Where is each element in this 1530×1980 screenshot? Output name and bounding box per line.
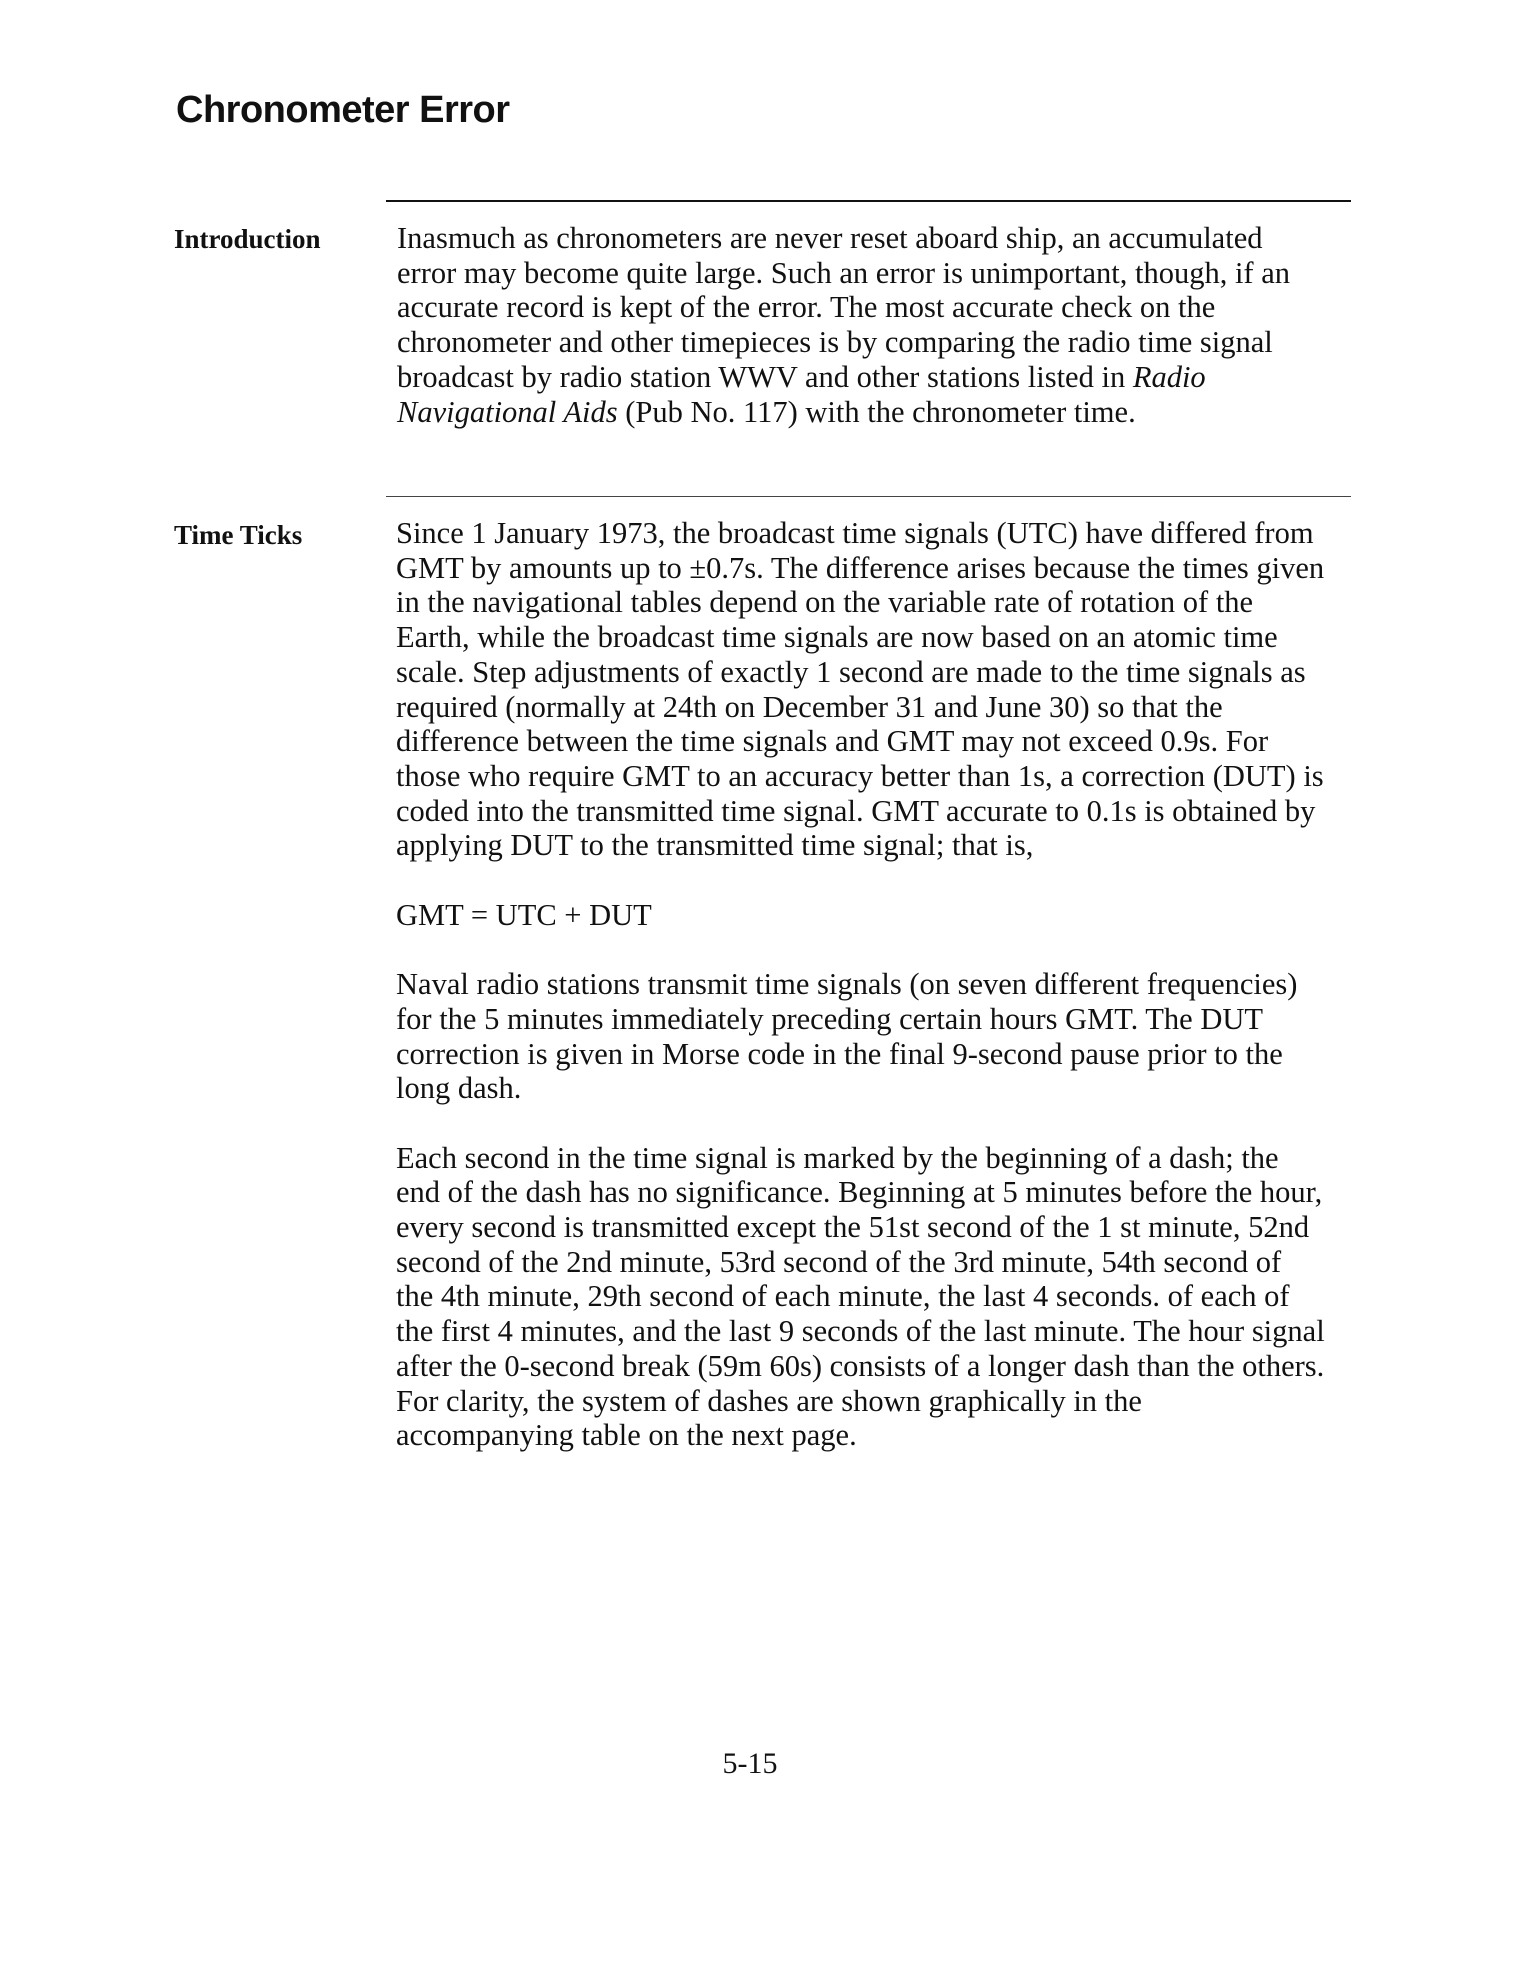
publication-title: Radio Navigational Aids xyxy=(397,359,1206,429)
section-label-time-ticks: Time Ticks xyxy=(174,520,303,550)
section-divider-introduction xyxy=(386,200,1351,202)
time-ticks-paragraph-1: Since 1 January 1973, the broadcast time signals (UTC) have differed from GMT by amounts up to ±0.7s. The difference arises because the times given in the navigational tables depend on the variable rate of rotation of the Earth, while the broadcast time signals are now based on an atomic time scale. Step adjustments of exactly 1 second are made to the time signals as required (normally at 24th on December 31 and June 30) so that the difference between the time signals and GMT may not exceed 0.9s. For those who require GMT to an accuracy better than 1s, a correction (DUT) is coded into the transmitted time signal. GMT accurate to 0.1s is obtained by applying DUT to the transmitted time signal; that is, xyxy=(396,516,1325,863)
introduction-text-end: (Pub No. 117) with the chronometer time. xyxy=(617,394,1136,429)
introduction-text-start: Inasmuch as chronometers are never reset aboard ship, an accumulated error may become quite large. Such an error is unimportant, though, if an accurate record is kept of the error. The most accurate check on the chronometer and other timepieces is by comparing the radio time signal broadcast by radio station WWV and other stations listed in xyxy=(397,221,1290,394)
time-ticks-paragraph-3: Each second in the time signal is marked by the beginning of a dash; the end of the dash has no significance. Beginning at 5 minutes before the hour, every second is transmitted except the 51st second of the 1 st minute, 52nd second of the 2nd minute, 53rd second of the 3rd minute, 54th second of the 4th minute, 29th second of each minute, the last 4 seconds. of each of the first 4 minutes, and the last 9 seconds of the last minute. The hour signal after the 0-second break (59m 60s) consists of a longer dash than the others. For clarity, the system of dashes are shown graphically in the accompanying table on the next page. xyxy=(396,1140,1325,1453)
page-number: 5-15 xyxy=(722,1747,778,1780)
section-divider-time-ticks xyxy=(386,496,1351,497)
page-title: Chronometer Error xyxy=(176,89,510,131)
gmt-formula: GMT = UTC + DUT xyxy=(396,897,652,932)
introduction-body xyxy=(397,221,1327,429)
time-ticks-paragraph-2: Naval radio stations transmit time signals (on seven different frequencies) for the 5 minutes immediately preceding certain hours GMT. The DUT correction is given in Morse code in the final 9-second pause prior to the long dash. xyxy=(396,967,1298,1106)
introduction-paragraph xyxy=(397,221,1327,429)
section-label-introduction: Introduction xyxy=(174,224,321,254)
time-ticks-body xyxy=(396,516,1326,1453)
